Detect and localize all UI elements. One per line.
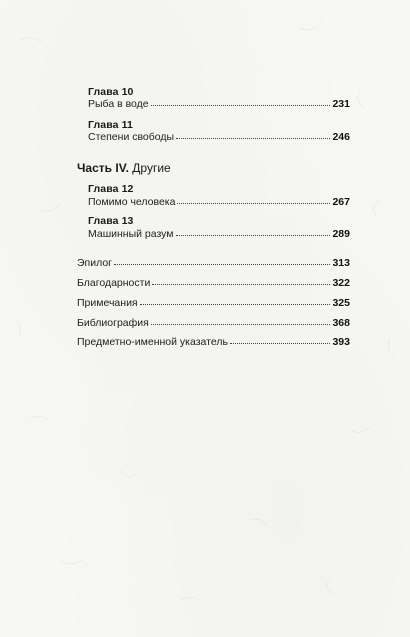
chapter-10-title: Рыба в воде bbox=[88, 98, 149, 110]
dot-leader bbox=[176, 235, 331, 236]
toc-entry-chapter-12[interactable] bbox=[88, 195, 350, 209]
chapter-10-label: Глава 10 bbox=[88, 86, 134, 98]
toc-entry-notes[interactable] bbox=[77, 296, 350, 310]
bibliography-page: 368 bbox=[332, 317, 350, 329]
notes-title: Примечания bbox=[77, 297, 138, 309]
chapter-10-page: 231 bbox=[332, 98, 350, 110]
index-page: 393 bbox=[332, 336, 350, 348]
chapter-11-title: Степени свободы bbox=[88, 131, 175, 143]
chapter-12-title: Помимо человека bbox=[88, 196, 176, 208]
chapter-13-page: 289 bbox=[332, 228, 350, 240]
acknowledgements-page: 322 bbox=[332, 277, 350, 289]
part-4-name: Другие bbox=[132, 161, 171, 175]
acknowledgements-title: Благодарности bbox=[77, 277, 151, 289]
dot-leader bbox=[140, 304, 331, 305]
epilogue-title: Эпилог bbox=[77, 257, 113, 269]
dot-leader bbox=[176, 138, 330, 139]
chapter-13-title: Машинный разум bbox=[88, 228, 174, 240]
toc-entry-bibliography[interactable] bbox=[77, 316, 350, 330]
dot-leader bbox=[230, 343, 331, 344]
index-title: Предметно-именной указатель bbox=[77, 336, 228, 348]
part-4-heading[interactable] bbox=[77, 161, 171, 175]
chapter-12-label: Глава 12 bbox=[88, 183, 134, 195]
toc-entry-epilogue[interactable] bbox=[77, 256, 350, 270]
dot-leader bbox=[151, 105, 331, 106]
bibliography-title: Библиография bbox=[77, 317, 149, 329]
chapter-12-page: 267 bbox=[332, 196, 350, 208]
dot-leader bbox=[177, 203, 330, 204]
toc-entry-chapter-10[interactable] bbox=[88, 97, 350, 111]
chapter-11-page: 246 bbox=[332, 131, 350, 143]
dot-leader bbox=[152, 284, 330, 285]
epilogue-page: 313 bbox=[332, 257, 350, 269]
dot-leader bbox=[151, 324, 331, 325]
chapter-13-label: Глава 13 bbox=[88, 215, 134, 227]
notes-page: 325 bbox=[332, 297, 350, 309]
part-4-label: Часть IV. bbox=[77, 161, 129, 175]
chapter-11-label: Глава 11 bbox=[88, 119, 133, 131]
toc-entry-index[interactable] bbox=[77, 335, 350, 349]
dot-leader bbox=[114, 264, 330, 265]
toc-entry-acknowledgements[interactable] bbox=[77, 276, 350, 290]
toc-entry-chapter-13[interactable] bbox=[88, 227, 350, 241]
toc-entry-chapter-11[interactable] bbox=[88, 130, 350, 144]
